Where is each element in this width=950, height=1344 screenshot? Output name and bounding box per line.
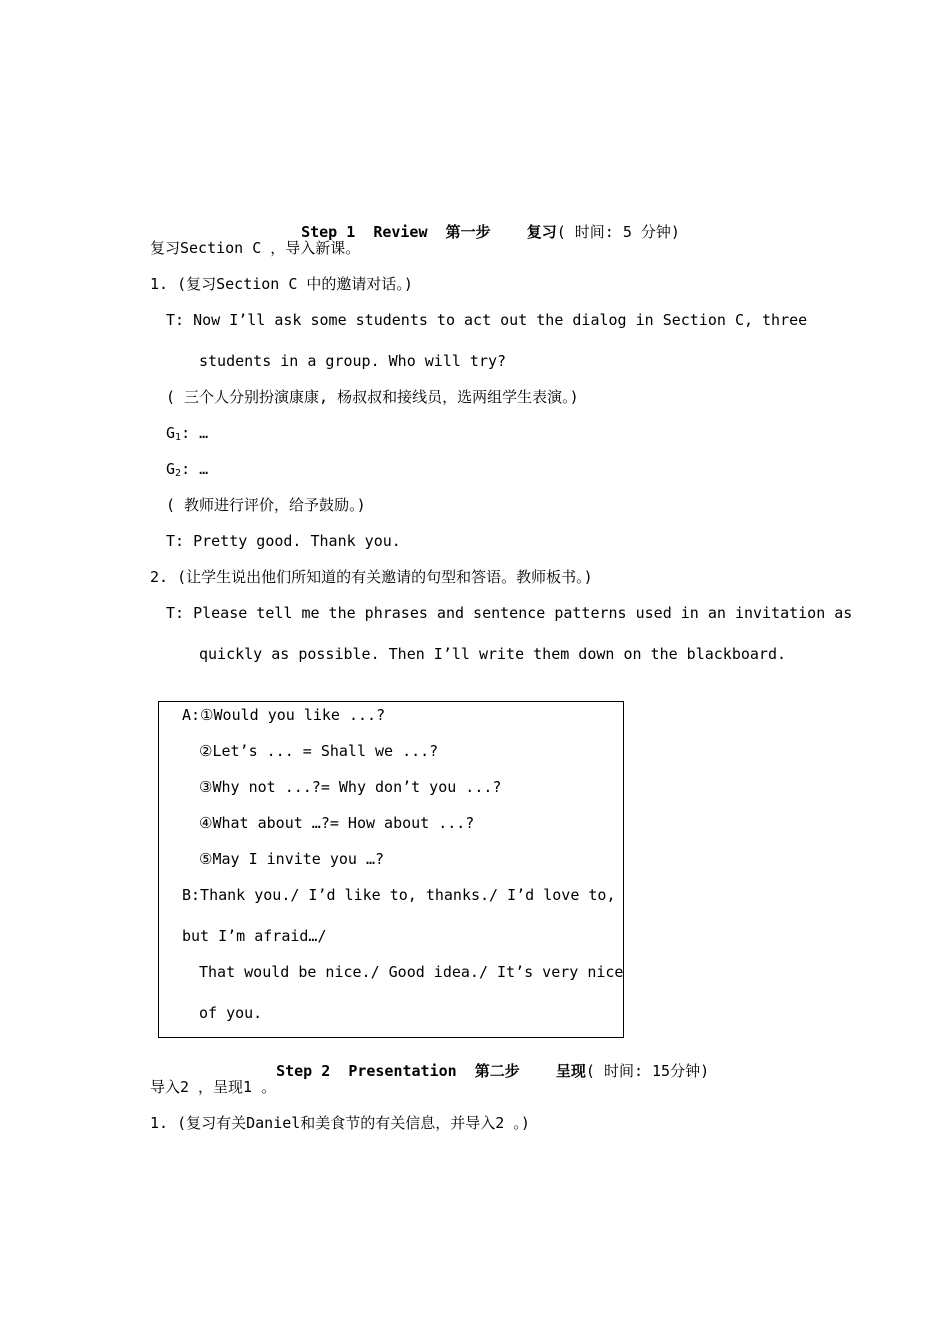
item1-note2: ( 教师进行评价，给予鼓励。) <box>166 496 366 514</box>
g2-text: : … <box>181 460 209 478</box>
box-a1: A:①Would you like ...? <box>182 706 386 724</box>
step2-cn: 第二步 <box>474 1062 520 1080</box>
box-b1: B:Thank you./ I’d like to, thanks./ I’d love to, <box>182 886 616 904</box>
step2-name: Presentation <box>348 1062 457 1080</box>
item1-teacher-line1: T: Now I’ll ask some students to act out the dialog in Section C, three <box>166 311 808 329</box>
g1-letter: G <box>166 424 176 442</box>
group1-line <box>166 423 208 448</box>
g2-letter: G <box>166 460 176 478</box>
step1-heading <box>283 202 680 242</box>
g2-sub: 2 <box>175 468 182 479</box>
box-b2: but I’m afraid…/ <box>182 927 327 945</box>
step1-name: Review <box>373 223 428 241</box>
step1-time: ( 时间: 5 分钟) <box>556 223 680 241</box>
g1-text: : … <box>181 424 209 442</box>
box-a4: ④What about …?= How about ...? <box>199 814 475 832</box>
step1-cn: 第一步 <box>445 223 491 241</box>
item2-teacher-line2: quickly as possible. Then I’ll write them down on the blackboard. <box>199 645 786 663</box>
box-a5: ⑤May I invite you …? <box>199 850 385 868</box>
intro2-text: 导入2 ，呈现1 。 <box>150 1078 277 1096</box>
step1-label: Step 1 <box>301 223 356 241</box>
item3-heading: 1. (复习有关Daniel和美食节的有关信息，并导入2 。) <box>150 1114 530 1132</box>
item1-note1: ( 三个人分别扮演康康, 杨叔叔和接线员，选两组学生表演。) <box>166 388 579 406</box>
box-b4: of you. <box>199 1004 263 1022</box>
step2-cn-title: 呈现 <box>555 1062 586 1080</box>
item1-teacher-line2: students in a group. Who will try? <box>199 352 507 370</box>
step2-label: Step 2 <box>276 1062 331 1080</box>
item2-teacher-line1: T: Please tell me the phrases and sentence patterns used in an invitation as <box>166 604 853 622</box>
step1-cn-title: 复习 <box>526 223 557 241</box>
g1-sub: 1 <box>175 432 182 443</box>
box-b3: That would be nice./ Good idea./ It’s very nice <box>199 963 624 981</box>
box-a3: ③Why not ...?= Why don’t you ...? <box>199 778 502 796</box>
step2-heading <box>258 1041 709 1081</box>
item2-heading: 2. (让学生说出他们所知道的有关邀请的句型和答语。教师板书。) <box>150 568 593 586</box>
step2-time: ( 时间: 15分钟) <box>585 1062 710 1080</box>
item1-heading: 1. (复习Section C 中的邀请对话。) <box>150 275 413 293</box>
box-a2: ②Let’s ... = Shall we ...? <box>199 742 439 760</box>
intro-text: 复习Section C ，导入新课。 <box>150 239 361 257</box>
item1-teacher-line3: T: Pretty good. Thank you. <box>166 532 401 550</box>
group2-line <box>166 459 208 484</box>
